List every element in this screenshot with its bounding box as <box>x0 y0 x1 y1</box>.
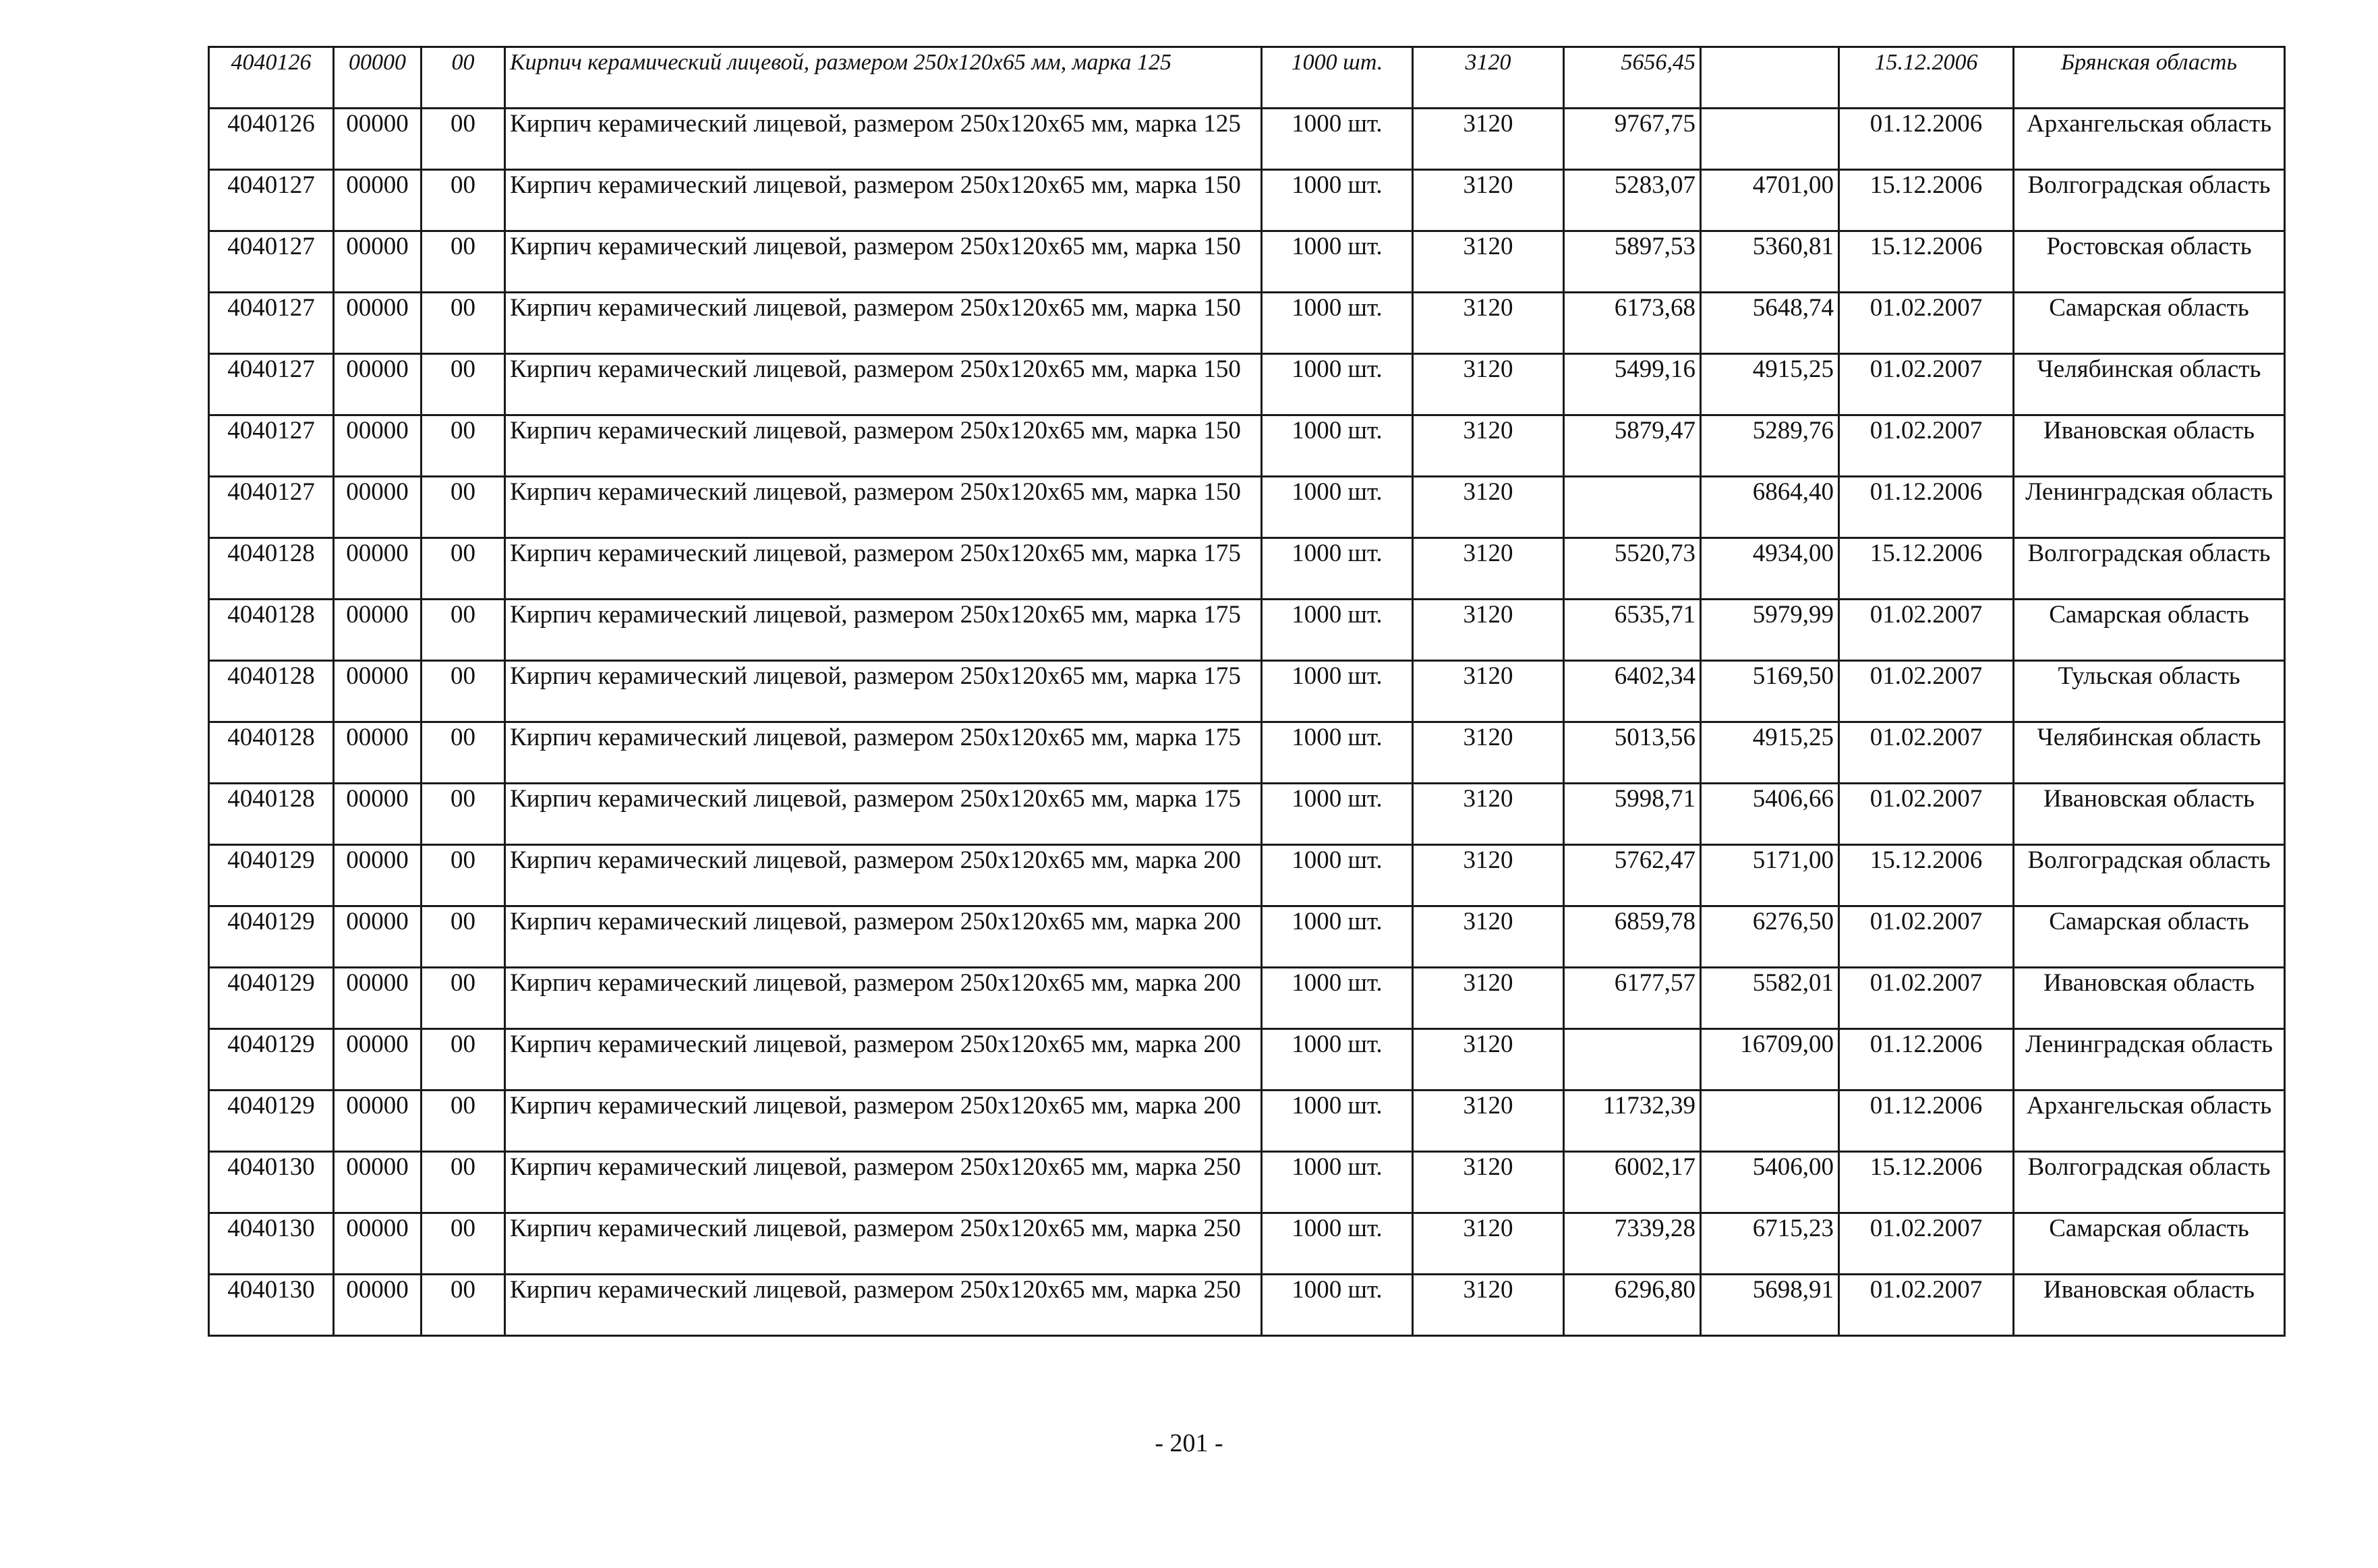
price-alt-cell: 5582,01 <box>1701 968 1839 1029</box>
price-alt-cell: 5406,66 <box>1701 784 1839 845</box>
unit-code-cell: 3120 <box>1413 477 1564 538</box>
subcode-cell: 00000 <box>334 784 422 845</box>
table-row <box>209 1152 2285 1213</box>
table-row <box>209 415 2285 477</box>
region-cell: Архангельская область <box>2014 109 2285 170</box>
table-row <box>209 47 2285 109</box>
price-cell: 6296,80 <box>1564 1275 1701 1336</box>
price-cell: 5283,07 <box>1564 170 1701 231</box>
price-alt-cell: 6864,40 <box>1701 477 1839 538</box>
region-cell: Самарская область <box>2014 1213 2285 1275</box>
table-row <box>209 845 2285 906</box>
description-cell: Кирпич керамический лицевой, размером 250х120х65 мм, марка 175 <box>505 784 1262 845</box>
price-alt-cell: 4915,25 <box>1701 722 1839 784</box>
unit-cell: 1000 шт. <box>1262 1091 1413 1152</box>
class-code-cell: 00 <box>422 1029 505 1091</box>
unit-code-cell: 3120 <box>1413 968 1564 1029</box>
unit-cell: 1000 шт. <box>1262 231 1413 293</box>
region-cell: Ивановская область <box>2014 415 2285 477</box>
subcode-cell: 00000 <box>334 661 422 722</box>
product-code-cell: 4040128 <box>209 784 334 845</box>
region-cell: Тульская область <box>2014 661 2285 722</box>
subcode-cell: 00000 <box>334 47 422 109</box>
subcode-cell: 00000 <box>334 354 422 415</box>
price-alt-cell: 5169,50 <box>1701 661 1839 722</box>
region-cell: Волгоградская область <box>2014 538 2285 600</box>
unit-code-cell: 3120 <box>1413 354 1564 415</box>
product-code-cell: 4040129 <box>209 1029 334 1091</box>
region-cell: Ростовская область <box>2014 231 2285 293</box>
unit-code-cell: 3120 <box>1413 109 1564 170</box>
description-cell: Кирпич керамический лицевой, размером 250х120х65 мм, марка 250 <box>505 1213 1262 1275</box>
subcode-cell: 00000 <box>334 845 422 906</box>
product-code-cell: 4040127 <box>209 354 334 415</box>
subcode-cell: 00000 <box>334 968 422 1029</box>
region-cell: Ивановская область <box>2014 968 2285 1029</box>
price-cell <box>1564 477 1701 538</box>
unit-cell: 1000 шт. <box>1262 47 1413 109</box>
region-cell: Ивановская область <box>2014 784 2285 845</box>
price-cell: 6173,68 <box>1564 293 1701 354</box>
description-cell: Кирпич керамический лицевой, размером 250х120х65 мм, марка 200 <box>505 845 1262 906</box>
price-alt-cell: 6276,50 <box>1701 906 1839 968</box>
price-cell <box>1564 1029 1701 1091</box>
product-code-cell: 4040129 <box>209 968 334 1029</box>
price-cell: 6402,34 <box>1564 661 1701 722</box>
date-cell: 15.12.2006 <box>1839 47 2014 109</box>
unit-cell: 1000 шт. <box>1262 661 1413 722</box>
table-row <box>209 354 2285 415</box>
price-cell: 5520,73 <box>1564 538 1701 600</box>
date-cell: 01.12.2006 <box>1839 1029 2014 1091</box>
description-cell: Кирпич керамический лицевой, размером 250х120х65 мм, марка 150 <box>505 231 1262 293</box>
unit-code-cell: 3120 <box>1413 1213 1564 1275</box>
class-code-cell: 00 <box>422 354 505 415</box>
price-cell: 5656,45 <box>1564 47 1701 109</box>
product-code-cell: 4040128 <box>209 600 334 661</box>
product-code-cell: 4040128 <box>209 538 334 600</box>
table-row <box>209 538 2285 600</box>
region-cell: Волгоградская область <box>2014 1152 2285 1213</box>
subcode-cell: 00000 <box>334 170 422 231</box>
description-cell: Кирпич керамический лицевой, размером 250х120х65 мм, марка 200 <box>505 906 1262 968</box>
unit-code-cell: 3120 <box>1413 906 1564 968</box>
product-code-cell: 4040129 <box>209 906 334 968</box>
price-alt-cell: 5698,91 <box>1701 1275 1839 1336</box>
class-code-cell: 00 <box>422 1152 505 1213</box>
unit-cell: 1000 шт. <box>1262 538 1413 600</box>
price-cell: 5499,16 <box>1564 354 1701 415</box>
price-alt-cell <box>1701 109 1839 170</box>
unit-code-cell: 3120 <box>1413 538 1564 600</box>
table-row <box>209 661 2285 722</box>
price-alt-cell: 5289,76 <box>1701 415 1839 477</box>
product-code-cell: 4040127 <box>209 231 334 293</box>
price-alt-cell: 4701,00 <box>1701 170 1839 231</box>
product-code-cell: 4040129 <box>209 845 334 906</box>
date-cell: 15.12.2006 <box>1839 1152 2014 1213</box>
date-cell: 15.12.2006 <box>1839 170 2014 231</box>
class-code-cell: 00 <box>422 170 505 231</box>
unit-code-cell: 3120 <box>1413 784 1564 845</box>
table-row <box>209 170 2285 231</box>
description-cell: Кирпич керамический лицевой, размером 250х120х65 мм, марка 150 <box>505 170 1262 231</box>
product-code-cell: 4040129 <box>209 1091 334 1152</box>
description-cell: Кирпич керамический лицевой, размером 250х120х65 мм, марка 150 <box>505 354 1262 415</box>
price-alt-cell: 5360,81 <box>1701 231 1839 293</box>
date-cell: 15.12.2006 <box>1839 231 2014 293</box>
class-code-cell: 00 <box>422 1213 505 1275</box>
unit-cell: 1000 шт. <box>1262 845 1413 906</box>
unit-code-cell: 3120 <box>1413 47 1564 109</box>
price-cell: 5013,56 <box>1564 722 1701 784</box>
region-cell: Волгоградская область <box>2014 845 2285 906</box>
date-cell: 15.12.2006 <box>1839 538 2014 600</box>
class-code-cell: 00 <box>422 293 505 354</box>
date-cell: 01.02.2007 <box>1839 1213 2014 1275</box>
price-alt-cell: 4934,00 <box>1701 538 1839 600</box>
unit-cell: 1000 шт. <box>1262 477 1413 538</box>
table-row <box>209 293 2285 354</box>
region-cell: Самарская область <box>2014 600 2285 661</box>
table-row <box>209 784 2285 845</box>
description-cell: Кирпич керамический лицевой, размером 250х120х65 мм, марка 250 <box>505 1275 1262 1336</box>
region-cell: Ленинградская область <box>2014 477 2285 538</box>
date-cell: 01.02.2007 <box>1839 722 2014 784</box>
product-code-cell: 4040128 <box>209 661 334 722</box>
price-alt-cell: 6715,23 <box>1701 1213 1839 1275</box>
table-row <box>209 1091 2285 1152</box>
class-code-cell: 00 <box>422 47 505 109</box>
subcode-cell: 00000 <box>334 1091 422 1152</box>
unit-cell: 1000 шт. <box>1262 906 1413 968</box>
table-row <box>209 1213 2285 1275</box>
unit-cell: 1000 шт. <box>1262 109 1413 170</box>
price-table <box>208 46 2286 1337</box>
region-cell: Архангельская область <box>2014 1091 2285 1152</box>
price-cell: 5762,47 <box>1564 845 1701 906</box>
date-cell: 01.02.2007 <box>1839 968 2014 1029</box>
price-alt-cell: 5979,99 <box>1701 600 1839 661</box>
unit-code-cell: 3120 <box>1413 231 1564 293</box>
description-cell: Кирпич керамический лицевой, размером 250х120х65 мм, марка 150 <box>505 477 1262 538</box>
class-code-cell: 00 <box>422 600 505 661</box>
subcode-cell: 00000 <box>334 722 422 784</box>
product-code-cell: 4040126 <box>209 109 334 170</box>
table-row <box>209 477 2285 538</box>
unit-code-cell: 3120 <box>1413 661 1564 722</box>
region-cell: Брянская область <box>2014 47 2285 109</box>
description-cell: Кирпич керамический лицевой, размером 250х120х65 мм, марка 175 <box>505 538 1262 600</box>
product-code-cell: 4040127 <box>209 170 334 231</box>
date-cell: 01.02.2007 <box>1839 600 2014 661</box>
subcode-cell: 00000 <box>334 906 422 968</box>
table-row <box>209 968 2285 1029</box>
price-alt-cell: 5171,00 <box>1701 845 1839 906</box>
class-code-cell: 00 <box>422 906 505 968</box>
description-cell: Кирпич керамический лицевой, размером 250х120х65 мм, марка 125 <box>505 47 1262 109</box>
table-row <box>209 109 2285 170</box>
date-cell: 01.12.2006 <box>1839 1091 2014 1152</box>
unit-code-cell: 3120 <box>1413 415 1564 477</box>
unit-code-cell: 3120 <box>1413 600 1564 661</box>
unit-code-cell: 3120 <box>1413 1152 1564 1213</box>
description-cell: Кирпич керамический лицевой, размером 250х120х65 мм, марка 175 <box>505 661 1262 722</box>
product-code-cell: 4040127 <box>209 293 334 354</box>
date-cell: 01.02.2007 <box>1839 354 2014 415</box>
region-cell: Челябинская область <box>2014 722 2285 784</box>
description-cell: Кирпич керамический лицевой, размером 250х120х65 мм, марка 250 <box>505 1152 1262 1213</box>
region-cell: Волгоградская область <box>2014 170 2285 231</box>
price-alt-cell: 16709,00 <box>1701 1029 1839 1091</box>
price-table-sheet <box>208 46 2284 1337</box>
price-alt-cell: 5648,74 <box>1701 293 1839 354</box>
table-row <box>209 906 2285 968</box>
unit-code-cell: 3120 <box>1413 722 1564 784</box>
product-code-cell: 4040127 <box>209 477 334 538</box>
subcode-cell: 00000 <box>334 538 422 600</box>
subcode-cell: 00000 <box>334 231 422 293</box>
unit-cell: 1000 шт. <box>1262 722 1413 784</box>
price-cell: 5879,47 <box>1564 415 1701 477</box>
product-code-cell: 4040130 <box>209 1275 334 1336</box>
region-cell: Самарская область <box>2014 906 2285 968</box>
price-cell: 5897,53 <box>1564 231 1701 293</box>
description-cell: Кирпич керамический лицевой, размером 250х120х65 мм, марка 150 <box>505 293 1262 354</box>
date-cell: 01.02.2007 <box>1839 415 2014 477</box>
class-code-cell: 00 <box>422 231 505 293</box>
product-code-cell: 4040126 <box>209 47 334 109</box>
unit-cell: 1000 шт. <box>1262 1213 1413 1275</box>
page-number: - 201 - <box>1155 1429 1223 1457</box>
description-cell: Кирпич керамический лицевой, размером 250х120х65 мм, марка 125 <box>505 109 1262 170</box>
unit-cell: 1000 шт. <box>1262 1275 1413 1336</box>
table-row <box>209 1275 2285 1336</box>
unit-cell: 1000 шт. <box>1262 415 1413 477</box>
subcode-cell: 00000 <box>334 600 422 661</box>
description-cell: Кирпич керамический лицевой, размером 250х120х65 мм, марка 150 <box>505 415 1262 477</box>
price-cell: 6859,78 <box>1564 906 1701 968</box>
price-cell: 6002,17 <box>1564 1152 1701 1213</box>
unit-cell: 1000 шт. <box>1262 784 1413 845</box>
price-alt-cell: 5406,00 <box>1701 1152 1839 1213</box>
region-cell: Ивановская область <box>2014 1275 2285 1336</box>
unit-code-cell: 3120 <box>1413 845 1564 906</box>
date-cell: 01.02.2007 <box>1839 1275 2014 1336</box>
date-cell: 15.12.2006 <box>1839 845 2014 906</box>
unit-code-cell: 3120 <box>1413 170 1564 231</box>
subcode-cell: 00000 <box>334 1029 422 1091</box>
description-cell: Кирпич керамический лицевой, размером 250х120х65 мм, марка 200 <box>505 1029 1262 1091</box>
subcode-cell: 00000 <box>334 477 422 538</box>
subcode-cell: 00000 <box>334 1213 422 1275</box>
price-cell: 11732,39 <box>1564 1091 1701 1152</box>
subcode-cell: 00000 <box>334 109 422 170</box>
unit-code-cell: 3120 <box>1413 1275 1564 1336</box>
date-cell: 01.02.2007 <box>1839 661 2014 722</box>
price-cell: 7339,28 <box>1564 1213 1701 1275</box>
class-code-cell: 00 <box>422 415 505 477</box>
class-code-cell: 00 <box>422 661 505 722</box>
description-cell: Кирпич керамический лицевой, размером 250х120х65 мм, марка 200 <box>505 1091 1262 1152</box>
price-alt-cell: 4915,25 <box>1701 354 1839 415</box>
unit-code-cell: 3120 <box>1413 1029 1564 1091</box>
price-alt-cell <box>1701 1091 1839 1152</box>
class-code-cell: 00 <box>422 1275 505 1336</box>
description-cell: Кирпич керамический лицевой, размером 250х120х65 мм, марка 200 <box>505 968 1262 1029</box>
product-code-cell: 4040130 <box>209 1213 334 1275</box>
subcode-cell: 00000 <box>334 415 422 477</box>
region-cell: Ленинградская область <box>2014 1029 2285 1091</box>
product-code-cell: 4040128 <box>209 722 334 784</box>
class-code-cell: 00 <box>422 109 505 170</box>
unit-cell: 1000 шт. <box>1262 1029 1413 1091</box>
subcode-cell: 00000 <box>334 1275 422 1336</box>
unit-code-cell: 3120 <box>1413 1091 1564 1152</box>
unit-cell: 1000 шт. <box>1262 170 1413 231</box>
subcode-cell: 00000 <box>334 293 422 354</box>
unit-cell: 1000 шт. <box>1262 600 1413 661</box>
price-cell: 5998,71 <box>1564 784 1701 845</box>
price-cell: 6177,57 <box>1564 968 1701 1029</box>
region-cell: Самарская область <box>2014 293 2285 354</box>
unit-cell: 1000 шт. <box>1262 354 1413 415</box>
class-code-cell: 00 <box>422 784 505 845</box>
price-alt-cell <box>1701 47 1839 109</box>
description-cell: Кирпич керамический лицевой, размером 250х120х65 мм, марка 175 <box>505 600 1262 661</box>
table-row <box>209 231 2285 293</box>
unit-code-cell: 3120 <box>1413 293 1564 354</box>
date-cell: 01.02.2007 <box>1839 293 2014 354</box>
date-cell: 01.12.2006 <box>1839 109 2014 170</box>
table-row <box>209 722 2285 784</box>
class-code-cell: 00 <box>422 477 505 538</box>
unit-cell: 1000 шт. <box>1262 293 1413 354</box>
table-body <box>209 47 2285 1336</box>
price-cell: 9767,75 <box>1564 109 1701 170</box>
product-code-cell: 4040127 <box>209 415 334 477</box>
unit-cell: 1000 шт. <box>1262 968 1413 1029</box>
table-row <box>209 600 2285 661</box>
price-cell: 6535,71 <box>1564 600 1701 661</box>
class-code-cell: 00 <box>422 968 505 1029</box>
date-cell: 01.02.2007 <box>1839 906 2014 968</box>
product-code-cell: 4040130 <box>209 1152 334 1213</box>
class-code-cell: 00 <box>422 1091 505 1152</box>
class-code-cell: 00 <box>422 845 505 906</box>
date-cell: 01.12.2006 <box>1839 477 2014 538</box>
region-cell: Челябинская область <box>2014 354 2285 415</box>
table-row <box>209 1029 2285 1091</box>
description-cell: Кирпич керамический лицевой, размером 250х120х65 мм, марка 175 <box>505 722 1262 784</box>
subcode-cell: 00000 <box>334 1152 422 1213</box>
unit-cell: 1000 шт. <box>1262 1152 1413 1213</box>
class-code-cell: 00 <box>422 722 505 784</box>
date-cell: 01.02.2007 <box>1839 784 2014 845</box>
class-code-cell: 00 <box>422 538 505 600</box>
